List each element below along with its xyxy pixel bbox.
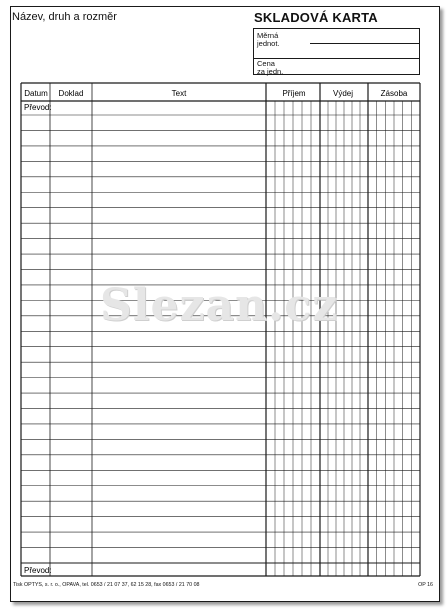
column-header-text: Text — [171, 89, 187, 98]
carry-out-label: Převod: — [24, 566, 52, 575]
price-label-line-1: Cena — [257, 59, 275, 68]
unit-label-line-2: jednot. — [257, 39, 280, 48]
column-header-issue: Výdej — [332, 89, 354, 98]
form-code: OP 16 — [418, 582, 433, 588]
item-name-label: Název, druh a rozměr — [12, 11, 117, 23]
printer-imprint: Tisk OPTYS, s. r. o., OPAVA, tel. 0653 / 21 07 37, 62 15 28, fax 0653 / 21 70 08 — [13, 582, 200, 588]
column-header-date: Datum — [24, 89, 48, 98]
form-title: SKLADOVÁ KARTA — [254, 10, 378, 25]
column-header-stock: Zásoba — [380, 89, 408, 98]
watermark: Slezan.cz — [100, 280, 339, 331]
unit-label-line-1: Měrná — [257, 31, 279, 40]
price-label-line-2: za jedn. — [257, 67, 284, 76]
carry-in-label: Převod: — [24, 103, 52, 112]
column-header-receipt: Příjem — [282, 89, 306, 98]
column-header-document: Doklad — [58, 89, 84, 98]
